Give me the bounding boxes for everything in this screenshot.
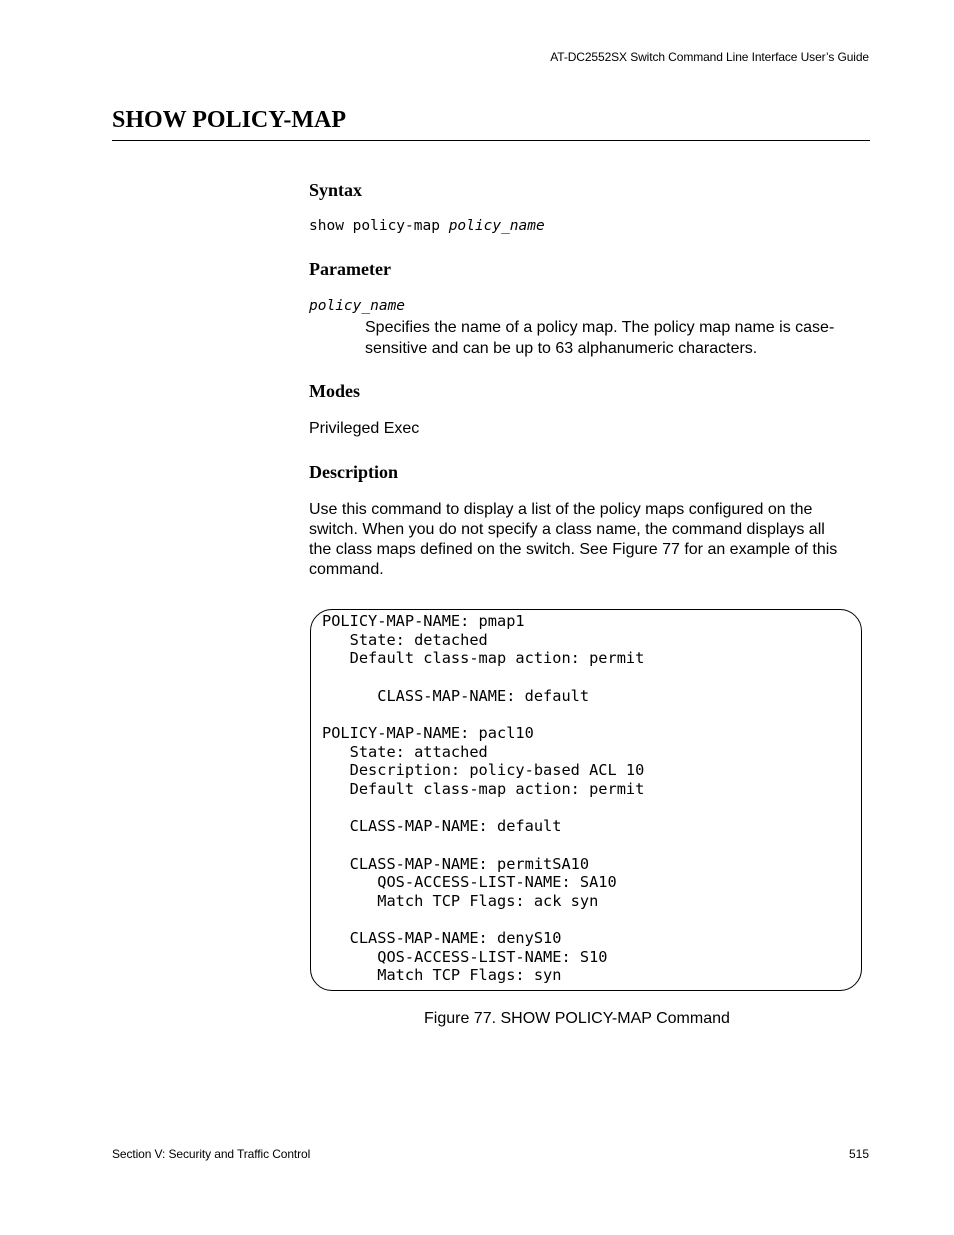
footer-section: Section V: Security and Traffic Control — [112, 1147, 311, 1161]
modes-heading: Modes — [309, 381, 360, 401]
page-number: 515 — [848, 1147, 869, 1161]
description-line: the class maps defined on the switch. See Figure 77 for an example of this — [309, 541, 838, 558]
running-header: AT-DC2552SX Switch Command Line Interface User’s Guide — [550, 50, 869, 64]
command-output: POLICY-MAP-NAME: pmap1 State: detached Default class-map action: permit CLASS-MAP-NAME: default POLICY-MAP-NAME: pacl10 State: attached Description: policy-based ACL 10 Default class-map action: permit CLASS-MAP-NAME: default CLASS-MAP-NAME: permitSA10 QOS-ACCESS-LIST-NAME: SA10 Match TCP Flags: ack syn CLASS-MAP-NAME: denyS10 QOS-ACCESS-LIST-NAME: S10 Match TCP Flags: syn — [322, 612, 645, 985]
description-line: command. — [309, 561, 384, 578]
parameter-name: policy_name — [309, 298, 406, 314]
description-line: switch. When you do not specify a class name, the command displays all — [309, 521, 825, 538]
syntax-command — [309, 217, 545, 235]
parameter-description — [365, 317, 875, 359]
parameter-description-line: sensitive and can be up to 63 alphanumeric characters. — [365, 340, 758, 357]
parameter-heading: Parameter — [309, 259, 391, 279]
figure-caption: Figure 77. SHOW POLICY-MAP Command — [424, 1010, 730, 1027]
description-line: Use this command to display a list of the policy maps configured on the — [309, 501, 813, 518]
page-title: SHOW POLICY-MAP — [112, 107, 347, 133]
syntax-command-text: show policy-map — [309, 218, 449, 234]
parameter-description-line: Specifies the name of a policy map. The policy map name is case- — [365, 319, 835, 336]
title-divider — [112, 140, 870, 141]
syntax-heading: Syntax — [309, 180, 363, 200]
description-paragraph — [309, 500, 837, 580]
modes-text: Privileged Exec — [309, 420, 420, 437]
syntax-argument: policy_name — [448, 218, 545, 234]
description-heading: Description — [309, 462, 398, 482]
